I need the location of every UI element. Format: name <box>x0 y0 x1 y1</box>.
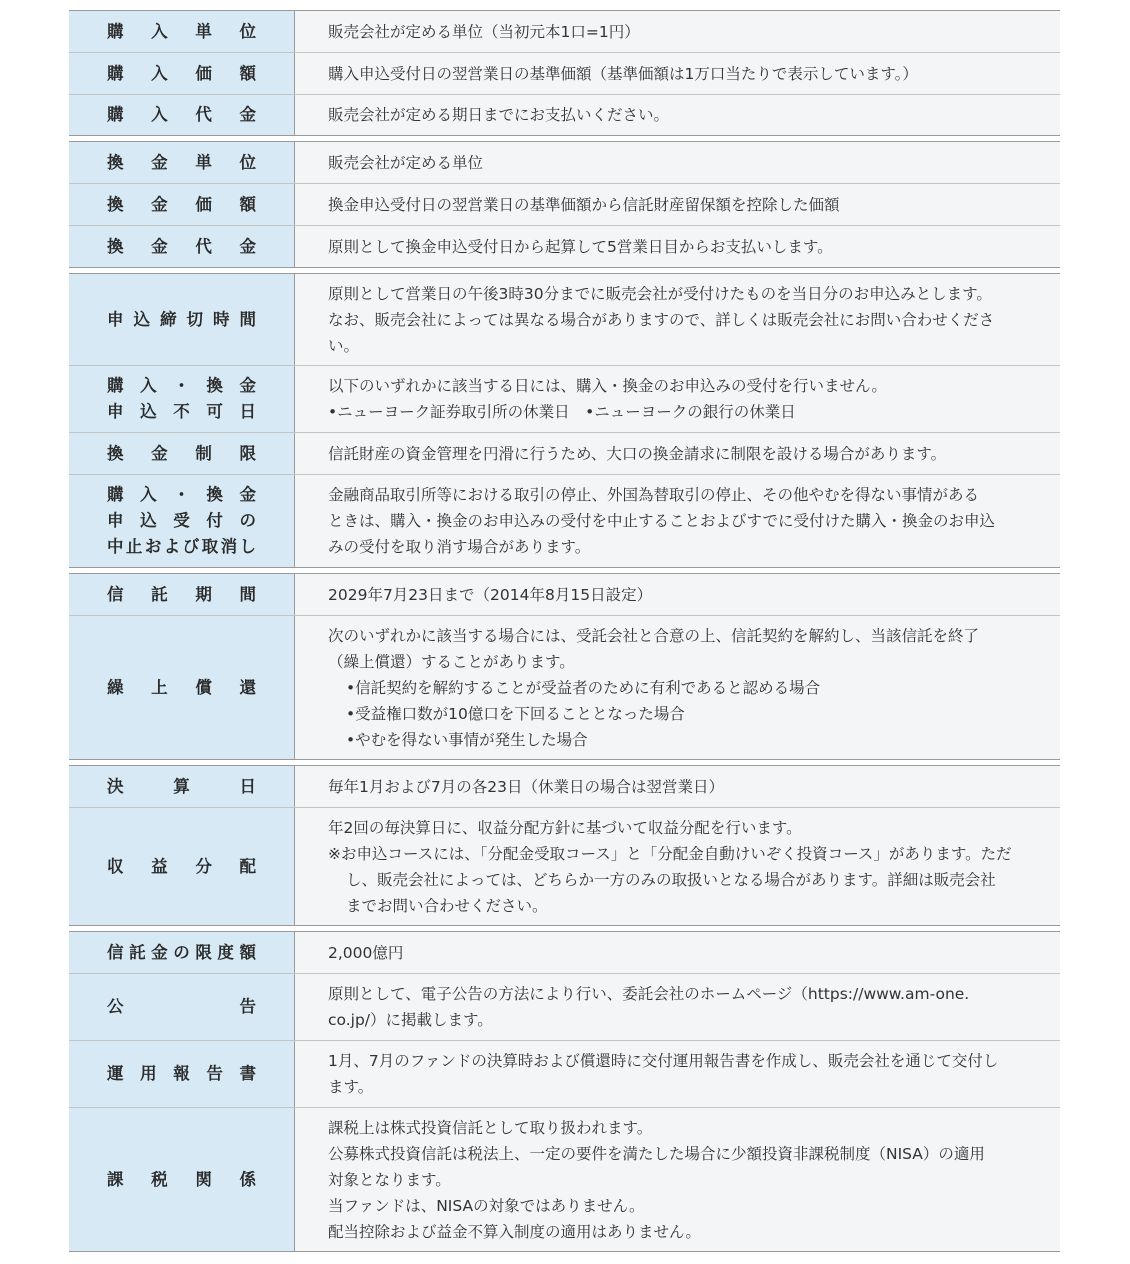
row-value: 金融商品取引所等における取引の停止、外国為替取引の停止、その他やむを得ない事情がある ときは、購入・換金のお申込みの受付を中止することおよびすでに受付けた購入・換金のお申込 みの受付を取り消す場合があります。 <box>295 475 1060 567</box>
row-label: 換 金 代 金 <box>69 226 295 267</box>
table-row <box>69 615 1060 759</box>
table-row <box>69 1107 1060 1251</box>
row-label: 購 入 単 位 <box>69 11 295 52</box>
table-row <box>69 274 1060 365</box>
fund-terms-table <box>69 10 1060 1257</box>
row-value: 販売会社が定める期日までにお支払いください。 <box>295 95 1060 135</box>
table-row <box>69 94 1060 135</box>
row-value: 次のいずれかに該当する場合には、受託会社と合意の上、信託契約を解約し、当該信託を終了 （繰上償還）することがあります。 •信託契約を解約することが受益者のために有利であると認める場合 •受益権口数が10億口を下回ることとなった場合 •やむを得ない事情が発生した場合 <box>295 616 1060 759</box>
table-row <box>69 973 1060 1040</box>
row-label: 信 託 期 間 <box>69 574 295 615</box>
row-value: 販売会社が定める単位 <box>295 142 1060 183</box>
row-value: 原則として、電子公告の方法により行い、委託会社のホームページ（https://www.am-one. co.jp/）に掲載します。 <box>295 974 1060 1040</box>
table-row <box>69 365 1060 432</box>
table-row <box>69 932 1060 973</box>
purchase-group <box>69 10 1060 136</box>
table-row <box>69 766 1060 807</box>
table-row <box>69 225 1060 267</box>
table-row <box>69 807 1060 925</box>
row-label: 購入・換金 申込不可日 <box>69 366 295 432</box>
row-value: 2029年7月23日まで（2014年8月15日設定） <box>295 574 1060 615</box>
application-group <box>69 273 1060 568</box>
row-label: 換 金 単 位 <box>69 142 295 183</box>
row-value: 1月、7月のファンドの決算時および償還時に交付運用報告書を作成し、販売会社を通じて交付し ます。 <box>295 1041 1060 1107</box>
row-label: 換 金 価 額 <box>69 184 295 225</box>
row-value: 2,000億円 <box>295 932 1060 973</box>
table-row <box>69 183 1060 225</box>
row-label: 公 告 <box>69 974 295 1040</box>
row-label: 購 入 価 額 <box>69 53 295 94</box>
row-value: 課税上は株式投資信託として取り扱われます。 公募株式投資信託は税法上、一定の要件を満たした場合に少額投資非課税制度（NISA）の適用 対象となります。 当ファンドは、NISAの対象ではありません。 配当控除および益金不算入制度の適用はありません。 <box>295 1108 1060 1251</box>
trust-term-group <box>69 573 1060 760</box>
row-label: 信託金の限度額 <box>69 932 295 973</box>
row-value: 販売会社が定める単位（当初元本1口=1円） <box>295 11 1060 52</box>
row-value: 年2回の毎決算日に、収益分配方針に基づいて収益分配を行います。 ※お申込コースには、「分配金受取コース」と「分配金自動けいぞく投資コース」があります。ただ し、販売会社によっては、どちらか一方のみの取扱いとなる場合があります。詳細は販売会社 までお問い合わせください。 <box>295 808 1060 925</box>
row-label: 課 税 関 係 <box>69 1108 295 1251</box>
row-label: 申込締切時間 <box>69 274 295 365</box>
table-row <box>69 574 1060 615</box>
row-value: 毎年1月および7月の各23日（休業日の場合は翌営業日） <box>295 766 1060 807</box>
row-value: 購入申込受付日の翌営業日の基準価額（基準価額は1万口当たりで表示しています。） <box>295 53 1060 94</box>
row-value: 換金申込受付日の翌営業日の基準価額から信託財産留保額を控除した価額 <box>295 184 1060 225</box>
row-label: 換 金 制 限 <box>69 433 295 474</box>
row-label: 運用報告書 <box>69 1041 295 1107</box>
table-row <box>69 1040 1060 1107</box>
table-row <box>69 432 1060 474</box>
other-group <box>69 931 1060 1252</box>
row-label: 収 益 分 配 <box>69 808 295 925</box>
row-value: 原則として営業日の午後3時30分までに販売会社が受付けたものを当日分のお申込みとします。 なお、販売会社によっては異なる場合がありますので、詳しくは販売会社にお問い合わせくださ い。 <box>295 274 1060 365</box>
row-value: 原則として換金申込受付日から起算して5営業日目からお支払いします。 <box>295 226 1060 267</box>
row-label: 購入・換金 申込受付の 中止および取消し <box>69 475 295 567</box>
settlement-group <box>69 765 1060 926</box>
row-label: 繰 上 償 還 <box>69 616 295 759</box>
row-label: 購 入 代 金 <box>69 95 295 135</box>
table-row <box>69 142 1060 183</box>
row-value: 以下のいずれかに該当する日には、購入・換金のお申込みの受付を行いません。 •ニューヨーク証券取引所の休業日 •ニューヨークの銀行の休業日 <box>295 366 1060 432</box>
table-row <box>69 474 1060 567</box>
table-row <box>69 11 1060 52</box>
table-row <box>69 52 1060 94</box>
row-value: 信託財産の資金管理を円滑に行うため、大口の換金請求に制限を設ける場合があります。 <box>295 433 1060 474</box>
row-label: 決 算 日 <box>69 766 295 807</box>
redemption-group <box>69 141 1060 268</box>
